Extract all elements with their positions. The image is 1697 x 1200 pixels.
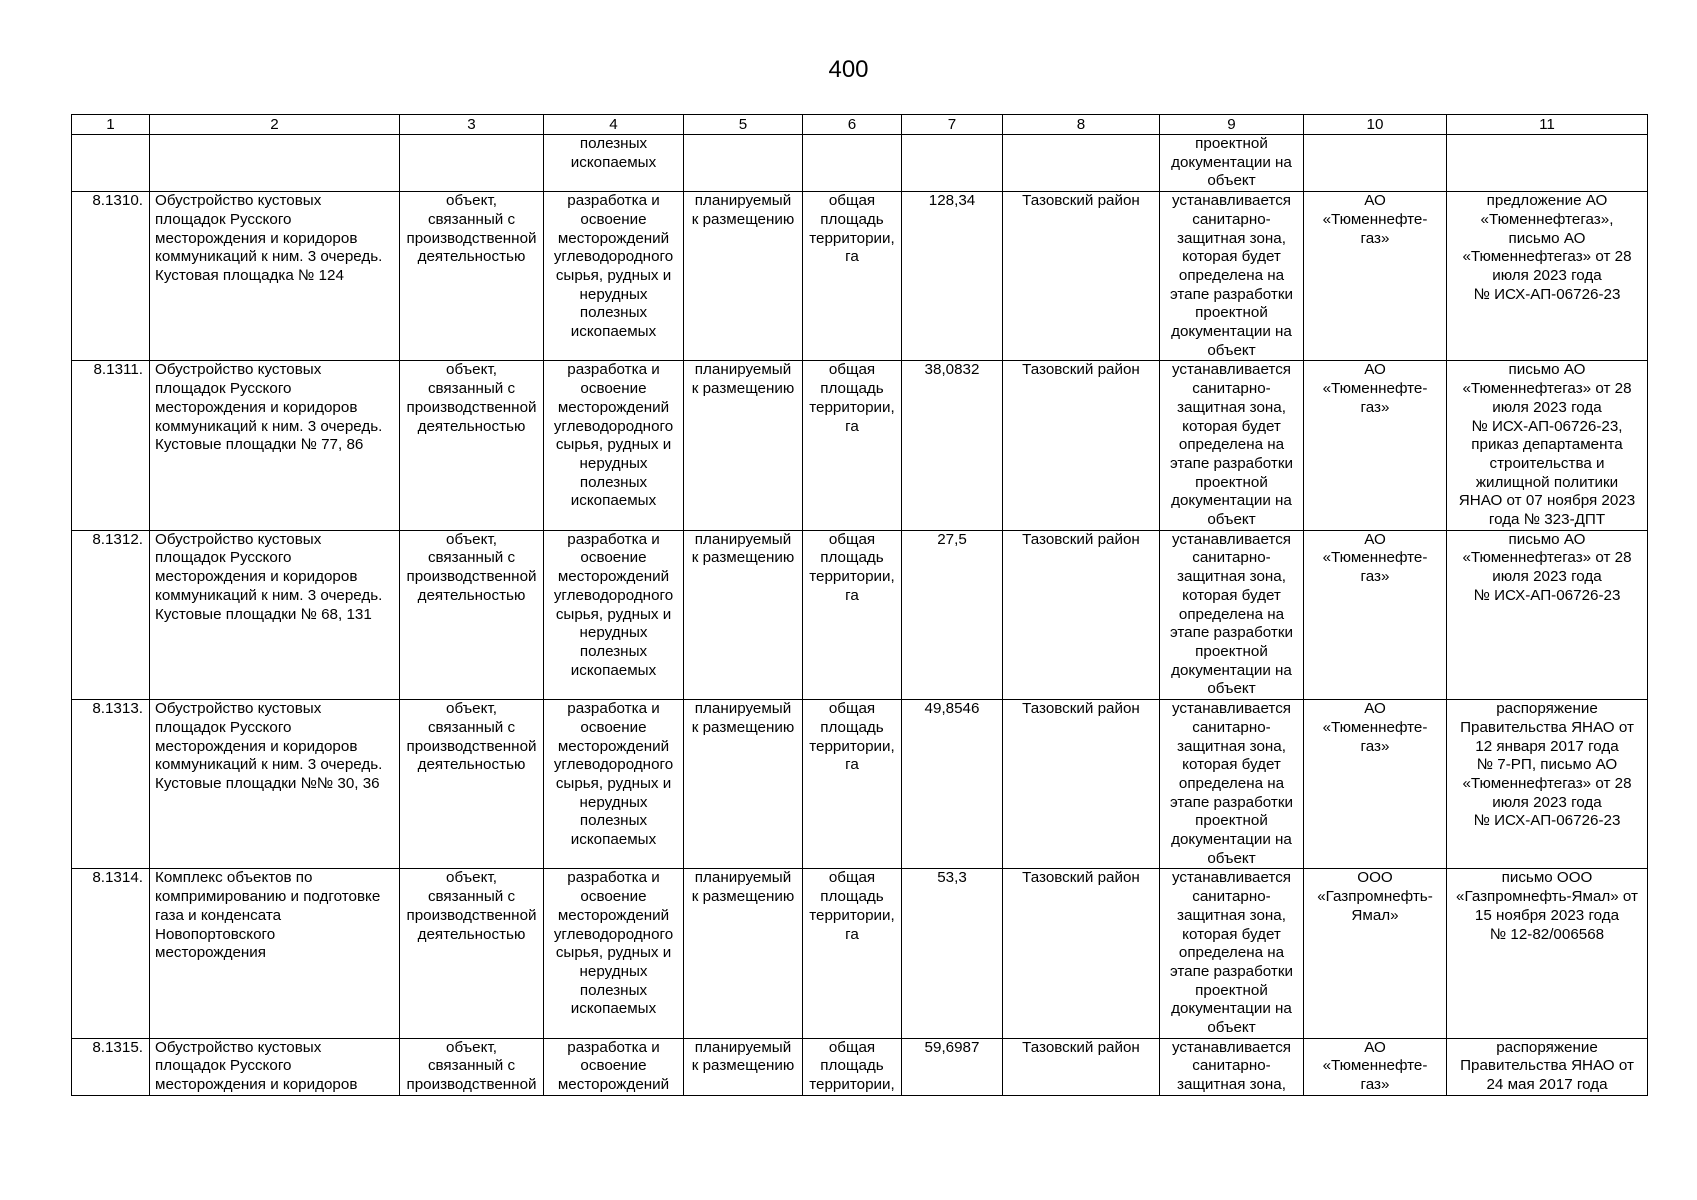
table-cell xyxy=(150,135,400,192)
characteristic-cell: общая площадь территории, га xyxy=(803,530,902,699)
table-cell xyxy=(684,135,803,192)
column-number-header xyxy=(72,115,1648,135)
table-row xyxy=(72,700,1648,869)
object-type-cell: объект, связанный с производственной деятельностью xyxy=(400,361,544,530)
basis-cell: распоряжение Правительства ЯНАО от 24 мая 2017 года xyxy=(1447,1038,1648,1095)
status-cell: планируемый к размещению xyxy=(684,700,803,869)
object-name-cell: Обустройство кустовых площадок Русского месторождения и коридоров коммуникаций к ним. 3 очередь. Кустовые площадки № 77, 86 xyxy=(150,361,400,530)
characteristic-cell: общая площадь территории, га xyxy=(803,700,902,869)
object-name-cell: Комплекс объектов по компримированию и подготовке газа и конденсата Новопортовского месторождения xyxy=(150,869,400,1038)
purpose-cell: разработка и освоение месторождений углеводородного сырья, рудных и нерудных полезных ископаемых xyxy=(544,530,684,699)
status-cell: планируемый к размещению xyxy=(684,1038,803,1095)
column-header: 3 xyxy=(400,115,544,135)
characteristic-cell: общая площадь территории, га xyxy=(803,361,902,530)
table-cell xyxy=(400,135,544,192)
value-cell: 128,34 xyxy=(902,192,1003,361)
characteristic-cell: общая площадь территории, га xyxy=(803,869,902,1038)
row-number-cell: 8.1311. xyxy=(72,361,150,530)
column-header: 9 xyxy=(1160,115,1304,135)
value-cell: 59,6987 xyxy=(902,1038,1003,1095)
initiator-cell: ООО «Газпромнефть- Ямал» xyxy=(1304,869,1447,1038)
initiator-cell: АО «Тюменнефте- газ» xyxy=(1304,700,1447,869)
characteristic-cell: общая площадь территории, xyxy=(803,1038,902,1095)
table-cell xyxy=(72,135,150,192)
value-cell: 27,5 xyxy=(902,530,1003,699)
table-cell xyxy=(803,135,902,192)
location-cell: Тазовский район xyxy=(1003,869,1160,1038)
object-type-cell: объект, связанный с производственной деятельностью xyxy=(400,530,544,699)
object-type-cell: объект, связанный с производственной xyxy=(400,1038,544,1095)
row-number-cell: 8.1313. xyxy=(72,700,150,869)
basis-cell: письмо ООО «Газпромнефть-Ямал» от 15 ноября 2023 года № 12-82/006568 xyxy=(1447,869,1648,1038)
purpose-cell: разработка и освоение месторождений углеводородного сырья, рудных и нерудных полезных ископаемых xyxy=(544,700,684,869)
table-cell xyxy=(1304,135,1447,192)
zone-cell: проектной документации на объект xyxy=(1160,135,1304,192)
status-cell: планируемый к размещению xyxy=(684,530,803,699)
purpose-cell: разработка и освоение месторождений xyxy=(544,1038,684,1095)
object-type-cell: объект, связанный с производственной деятельностью xyxy=(400,869,544,1038)
object-type-cell: объект, связанный с производственной деятельностью xyxy=(400,192,544,361)
purpose-cell: разработка и освоение месторождений углеводородного сырья, рудных и нерудных полезных ископаемых xyxy=(544,869,684,1038)
row-number-cell: 8.1315. xyxy=(72,1038,150,1095)
characteristic-cell: общая площадь территории, га xyxy=(803,192,902,361)
zone-cell: устанавливается санитарно- защитная зона, которая будет определена на этапе разработки проектной документации на объект xyxy=(1160,192,1304,361)
column-header: 5 xyxy=(684,115,803,135)
status-cell: планируемый к размещению xyxy=(684,192,803,361)
column-header: 7 xyxy=(902,115,1003,135)
column-header: 6 xyxy=(803,115,902,135)
objects-registry-table xyxy=(71,114,1648,1096)
basis-cell: предложение АО «Тюменнефтегаз», письмо АО «Тюменнефтегаз» от 28 июля 2023 года № ИСХ-АП-06726-23 xyxy=(1447,192,1648,361)
location-cell: Тазовский район xyxy=(1003,530,1160,699)
row-number-cell: 8.1310. xyxy=(72,192,150,361)
initiator-cell: АО «Тюменнефте- газ» xyxy=(1304,361,1447,530)
table-cell xyxy=(902,135,1003,192)
purpose-cell: полезных ископаемых xyxy=(544,135,684,192)
row-number-cell: 8.1312. xyxy=(72,530,150,699)
object-name-cell: Обустройство кустовых площадок Русского месторождения и коридоров xyxy=(150,1038,400,1095)
row-number-cell: 8.1314. xyxy=(72,869,150,1038)
column-header: 1 xyxy=(72,115,150,135)
page-number: 400 xyxy=(828,56,869,83)
table-row xyxy=(72,1038,1648,1095)
object-name-cell: Обустройство кустовых площадок Русского месторождения и коридоров коммуникаций к ним. 3 очередь. Кустовая площадка № 124 xyxy=(150,192,400,361)
zone-cell: устанавливается санитарно- защитная зона, xyxy=(1160,1038,1304,1095)
table-row xyxy=(72,869,1648,1038)
basis-cell: письмо АО «Тюменнефтегаз» от 28 июля 2023 года № ИСХ-АП-06726-23, приказ департамента строительства и жилищной политики ЯНАО от 07 ноября 2023 года № 323-ДПТ xyxy=(1447,361,1648,530)
location-cell: Тазовский район xyxy=(1003,700,1160,869)
column-header: 2 xyxy=(150,115,400,135)
object-type-cell: объект, связанный с производственной деятельностью xyxy=(400,700,544,869)
location-cell: Тазовский район xyxy=(1003,192,1160,361)
column-header: 11 xyxy=(1447,115,1648,135)
initiator-cell: АО «Тюменнефте- газ» xyxy=(1304,1038,1447,1095)
status-cell: планируемый к размещению xyxy=(684,869,803,1038)
value-cell: 53,3 xyxy=(902,869,1003,1038)
table-row xyxy=(72,530,1648,699)
initiator-cell: АО «Тюменнефте- газ» xyxy=(1304,530,1447,699)
zone-cell: устанавливается санитарно- защитная зона, которая будет определена на этапе разработки проектной документации на объект xyxy=(1160,869,1304,1038)
object-name-cell: Обустройство кустовых площадок Русского месторождения и коридоров коммуникаций к ним. 3 очередь. Кустовые площадки № 68, 131 xyxy=(150,530,400,699)
initiator-cell: АО «Тюменнефте- газ» xyxy=(1304,192,1447,361)
value-cell: 49,8546 xyxy=(902,700,1003,869)
column-header: 8 xyxy=(1003,115,1160,135)
status-cell: планируемый к размещению xyxy=(684,361,803,530)
zone-cell: устанавливается санитарно- защитная зона, которая будет определена на этапе разработки проектной документации на объект xyxy=(1160,530,1304,699)
zone-cell: устанавливается санитарно- защитная зона, которая будет определена на этапе разработки проектной документации на объект xyxy=(1160,700,1304,869)
basis-cell: письмо АО «Тюменнефтегаз» от 28 июля 2023 года № ИСХ-АП-06726-23 xyxy=(1447,530,1648,699)
location-cell: Тазовский район xyxy=(1003,361,1160,530)
purpose-cell: разработка и освоение месторождений углеводородного сырья, рудных и нерудных полезных ископаемых xyxy=(544,192,684,361)
zone-cell: устанавливается санитарно- защитная зона, которая будет определена на этапе разработки проектной документации на объект xyxy=(1160,361,1304,530)
table-cell xyxy=(1003,135,1160,192)
table-cell xyxy=(1447,135,1648,192)
column-header: 4 xyxy=(544,115,684,135)
object-name-cell: Обустройство кустовых площадок Русского месторождения и коридоров коммуникаций к ним. 3 очередь. Кустовые площадки №№ 30, 36 xyxy=(150,700,400,869)
continuation-row xyxy=(72,135,1648,192)
purpose-cell: разработка и освоение месторождений углеводородного сырья, рудных и нерудных полезных ископаемых xyxy=(544,361,684,530)
table-row xyxy=(72,192,1648,361)
table-row xyxy=(72,361,1648,530)
column-header: 10 xyxy=(1304,115,1447,135)
value-cell: 38,0832 xyxy=(902,361,1003,530)
basis-cell: распоряжение Правительства ЯНАО от 12 января 2017 года № 7-РП, письмо АО «Тюменнефтегаз» от 28 июля 2023 года № ИСХ-АП-06726-23 xyxy=(1447,700,1648,869)
location-cell: Тазовский район xyxy=(1003,1038,1160,1095)
